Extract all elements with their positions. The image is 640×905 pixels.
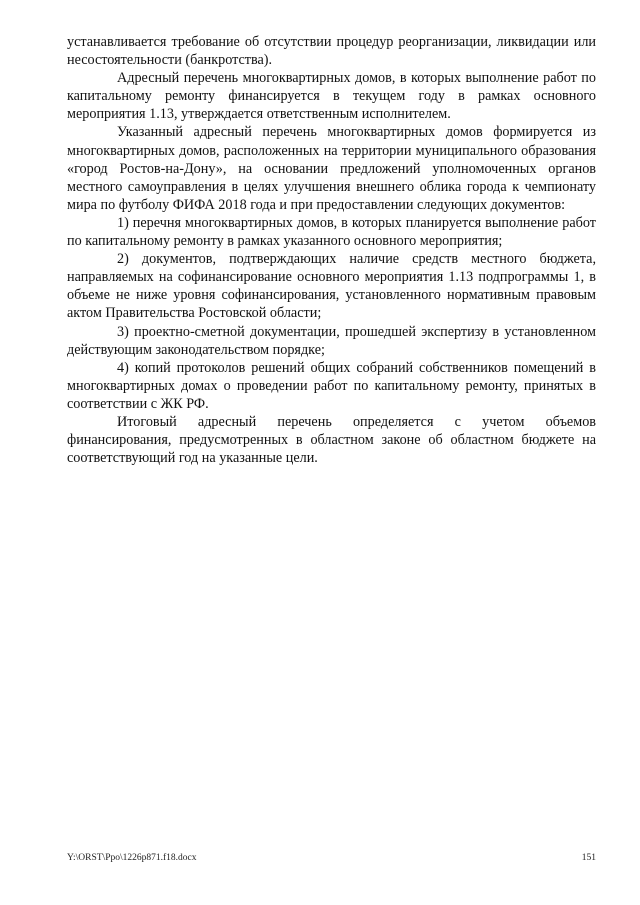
- list-item-3: 3) проектно-сметной документации, прошедшей экспертизу в установленном действующим законодательством порядке;: [67, 323, 596, 358]
- paragraph-address-list-formation: Указанный адресный перечень многоквартирных домов формируется из многоквартирных домов, расположенных на территории муниципального образования «город Ростов-на-Дону», на основании предложений уполномоченных органов местного самоуправления в целях улучшения внешнего облика города к чемпионату мира по футболу ФИФА 2018 года и при предоставлении следующих документов:: [67, 124, 596, 213]
- list-item-2: 2) документов, подтверждающих наличие средств местного бюджета, направляемых на софинансирование основного мероприятия 1.13 подпрограммы 1, в объеме не ниже уровня софинансирования, установленного нормативным правовым актом Правительства Ростовской области;: [67, 251, 596, 322]
- page-number: 151: [581, 853, 596, 863]
- paragraph-final-list: Итоговый адресный перечень определяется с учетом объемов финансирования, предусмотренных в областном законе об областном бюджете на соответствующий год на указанные цели.: [67, 413, 596, 467]
- list-item-4: 4) копий протоколов решений общих собраний собственников помещений в многоквартирных домах о проведении работ по капитальному ремонту, принятых в соответствии с ЖК РФ.: [67, 359, 596, 412]
- list-item-1: 1) перечня многоквартирных домов, в которых планируется выполнение работ по капитальному ремонту в рамках указанного основного мероприятия;: [67, 214, 596, 250]
- document-body: [67, 33, 596, 467]
- paragraph-address-list-approval: Адресный перечень многоквартирных домов, в которых выполнение работ по капитальному ремонту финансируется в текущем году в рамках основного мероприятия 1.13, утверждается ответственным исполнителем.: [67, 70, 596, 123]
- paragraph-continuation: устанавливается требование об отсутствии процедур реорганизации, ликвидации или несостоятельности (банкротства).: [67, 34, 596, 69]
- footer-file-path: Y:\ORST\Ppo\1226p871.f18.docx: [67, 853, 197, 863]
